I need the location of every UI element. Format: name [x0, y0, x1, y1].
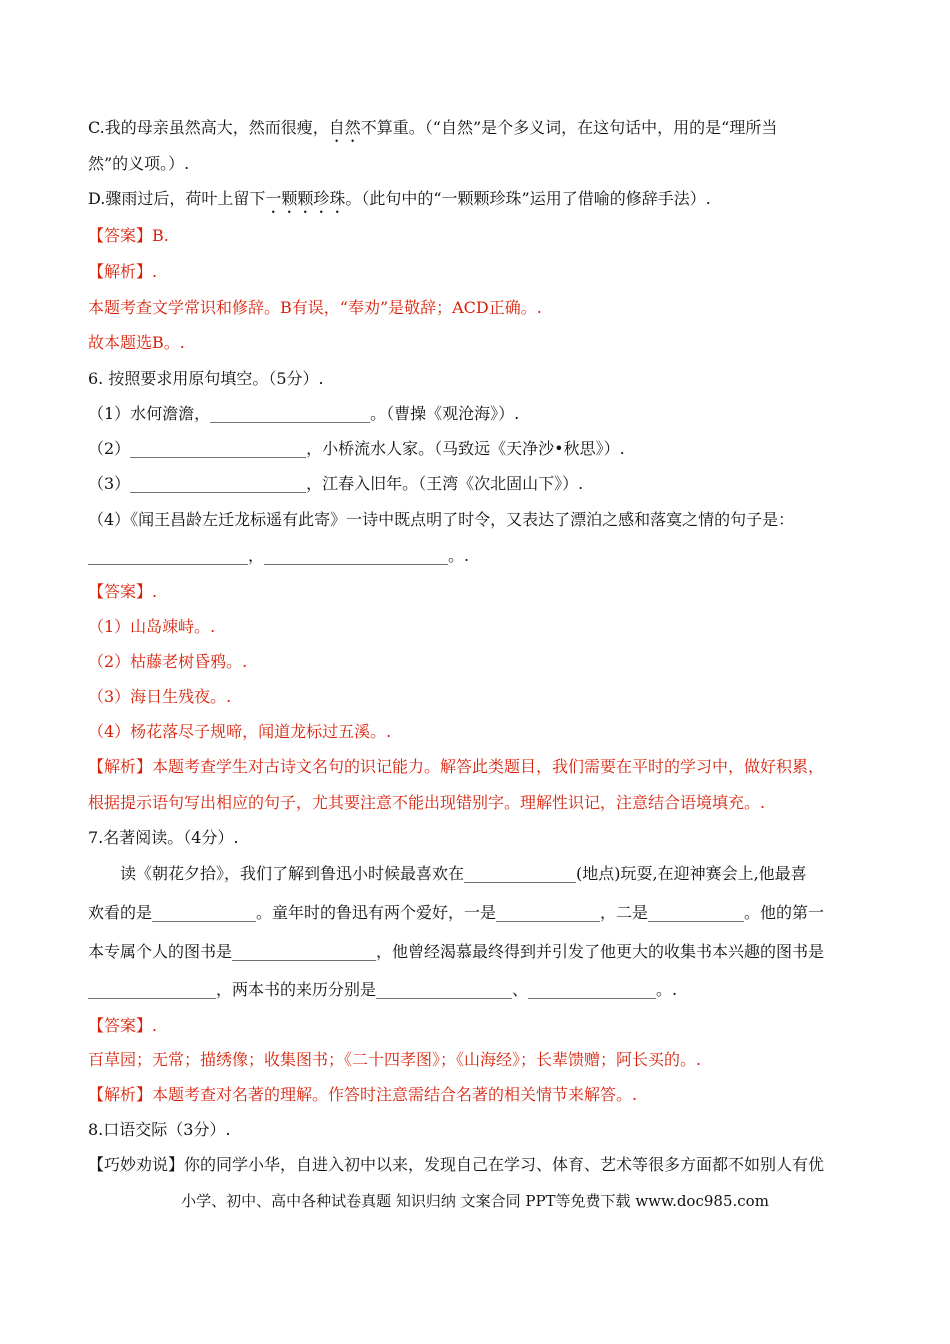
q7-title: 7.名著阅读。（4分）.	[88, 828, 239, 847]
option-c	[88, 118, 777, 146]
q7-paragraph-4: ________________，两本书的来历分别是_________________、________________。.	[88, 980, 678, 999]
q7-answer: 百草园；无常；描绣像；收集图书；《二十四孝图》；《山海经》；长辈馈赠；阿长买的。.	[88, 1050, 702, 1069]
q7-paragraph-1: 读《朝花夕拾》，我们了解到鲁迅小时候最喜欢在______________(地点)玩耍,在迎神赛会上,他最喜	[120, 864, 807, 883]
q8-title: 8.口语交际（3分）.	[88, 1120, 231, 1139]
q5-analysis-1: 本题考查文学常识和修辞。B有误，“奉劝”是敬辞；ACD正确。.	[88, 298, 542, 317]
q6-answer-label: 【答案】.	[88, 582, 158, 601]
q8-paragraph-1: 【巧妙劝说】你的同学小华，自进入初中以来，发现自己在学习、体育、艺术等很多方面都不如别人有优	[88, 1155, 825, 1174]
q6-title: 6. 按照要求用原句填空。（5分）.	[88, 369, 324, 388]
q5-answer: 【答案】B.	[88, 226, 169, 245]
q6-answer-1: （1）山岛竦峙。.	[88, 617, 216, 636]
q7-paragraph-3: 本专属个人的图书是__________________，他曾经渴慕最终得到并引发了他更大的收集书本兴趣的图书是	[88, 942, 825, 961]
q6-item-4-blanks: ____________________，_______________________。.	[88, 546, 470, 565]
q7-analysis: 【解析】本题考查对名著的理解。作答时注意需结合名著的相关情节来解答。.	[88, 1085, 638, 1104]
option-c-continuation: 然”的义项。）.	[88, 154, 190, 173]
option-d-text: D.骤雨过后，荷叶上留下	[88, 189, 266, 208]
option-c-text-cont: 不算重。（“自然”是个多义词，在这句话中，用的是“理所当	[360, 118, 778, 137]
q6-item-2: （2）______________________，小桥流水人家。（马致远《天净沙•秋思》）.	[88, 439, 625, 458]
q6-analysis-2: 根据提示语句写出相应的句子，尤其要注意不能出现错别字。理解性识记，注意结合语境填充。.	[88, 793, 766, 812]
q5-analysis-label: 【解析】.	[88, 262, 158, 281]
page-footer: 小学、初中、高中各种试卷真题 知识归纳 文案合同 PPT等免费下载 www.doc985.com	[181, 1192, 769, 1210]
q7-paragraph-2: 欢看的是_____________。童年时的鲁迅有两个爱好，一是_____________，二是____________。他的第一	[88, 903, 825, 922]
q5-analysis-2: 故本题选B。.	[88, 333, 185, 352]
q6-item-3: （3）______________________，江春入旧年。（王湾《次北固山下》）.	[88, 474, 584, 493]
option-d	[88, 189, 711, 217]
emphasized-word: 自然	[328, 118, 361, 137]
q6-item-1: （1）水何澹澹，____________________。（曹操《观沧海》）.	[88, 404, 520, 423]
q7-answer-label: 【答案】.	[88, 1016, 158, 1035]
option-d-text-cont: 。（此句中的“一颗颗珍珠”运用了借喻的修辞手法）.	[345, 189, 711, 208]
q6-answer-4: （4）杨花落尽子规啼，闻道龙标过五溪。.	[88, 722, 392, 741]
option-c-text: C.我的母亲虽然高大，然而很瘦，	[88, 118, 329, 137]
emphasized-phrase: 一颗颗珍珠	[265, 189, 346, 208]
q6-answer-3: （3）海日生残夜。.	[88, 687, 232, 706]
q6-analysis-1: 【解析】本题考查学生对古诗文名句的识记能力。解答此类题目，我们需要在平时的学习中，做好积累，	[88, 757, 825, 776]
q6-item-4: （4）《闻王昌龄左迁龙标遥有此寄》一诗中既点明了时令，又表达了漂泊之感和落寞之情的句子是：	[88, 510, 795, 529]
q6-answer-2: （2）枯藤老树昏鸦。.	[88, 652, 248, 671]
